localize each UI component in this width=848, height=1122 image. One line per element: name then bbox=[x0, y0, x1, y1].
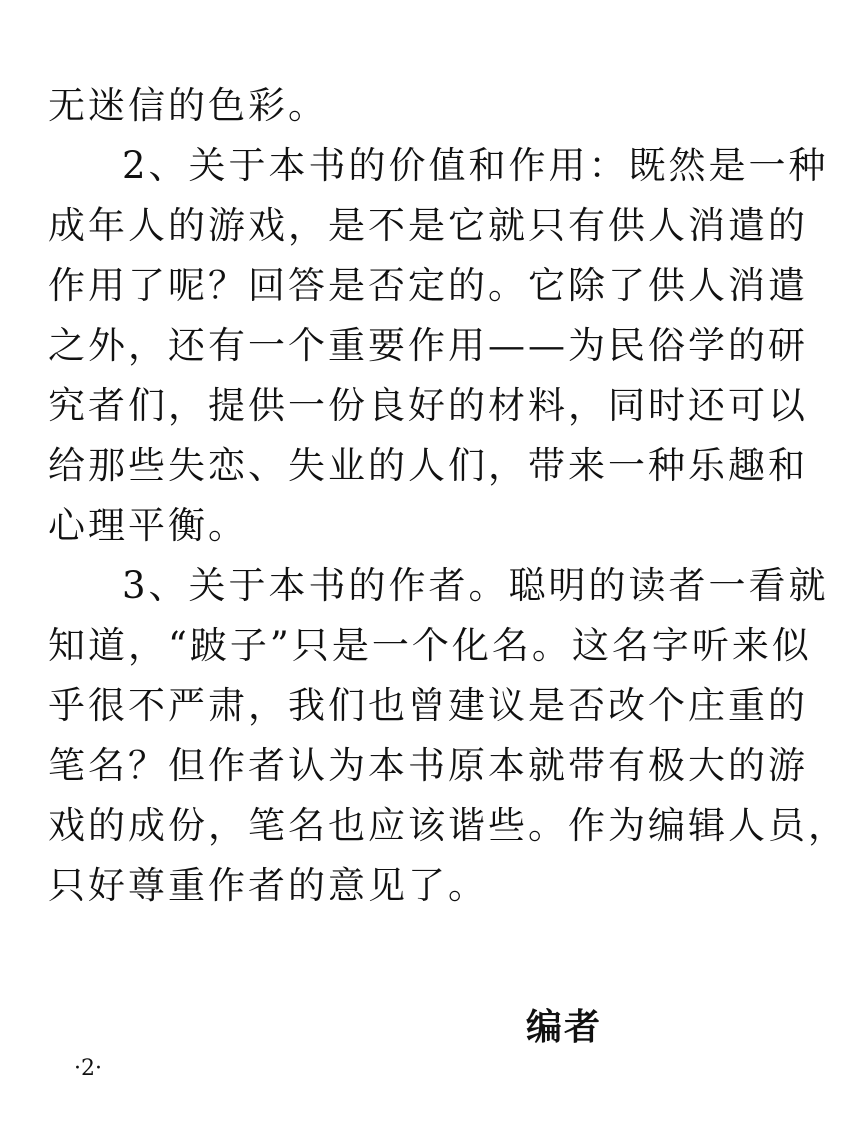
text-line: 只好尊重作者的意见了。 bbox=[48, 864, 488, 907]
text-line: 无迷信的色彩。 bbox=[48, 84, 328, 127]
text-line: 知道，“跛子”只是一个化名。这名字听来似 bbox=[48, 624, 812, 667]
text-line: 心理平衡。 bbox=[48, 504, 248, 547]
text-line: 成年人的游戏，是不是它就只有供人消遣的 bbox=[48, 204, 808, 247]
page-number: ·2· bbox=[74, 1056, 102, 1081]
text-line: 究者们，提供一份良好的材料，同时还可以 bbox=[48, 384, 808, 427]
text-line: 给那些失恋、失业的人们，带来一种乐趣和 bbox=[48, 444, 808, 487]
text-line: 之外，还有一个重要作用——为民俗学的研 bbox=[48, 324, 808, 367]
editor-signature: 编者 bbox=[526, 1007, 603, 1048]
text-line: 作用了呢？回答是否定的。它除了供人消遣 bbox=[48, 264, 808, 307]
body-text bbox=[48, 80, 848, 920]
paragraph-2-start: 2、关于本书的价值和作用：既然是一种 bbox=[122, 144, 829, 187]
paragraph-3-start: 3、关于本书的作者。聪明的读者一看就 bbox=[122, 564, 829, 607]
text-line: 乎很不严肃，我们也曾建议是否改个庄重的 bbox=[48, 684, 808, 727]
text-line: 笔名？但作者认为本书原本就带有极大的游 bbox=[48, 744, 808, 787]
text-line: 戏的成份，笔名也应该谐些。作为编辑人员， bbox=[48, 804, 848, 847]
